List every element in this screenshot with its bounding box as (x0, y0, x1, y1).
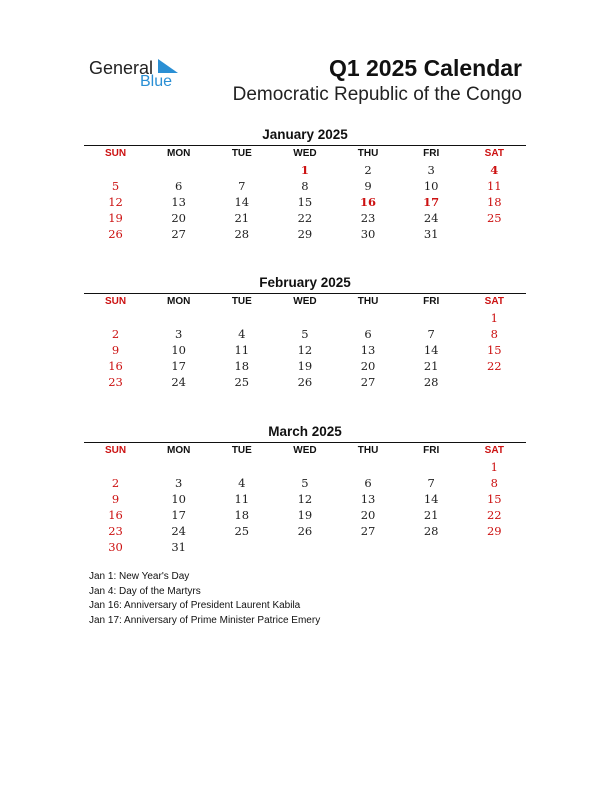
month-title: March 2025 (268, 424, 342, 439)
day-cell: 27 (360, 524, 376, 538)
weekday-label: THU (357, 445, 379, 456)
holiday-day-cell: 16 (360, 195, 377, 209)
weekday-header (84, 145, 526, 162)
day-cell: 21 (423, 359, 439, 373)
day-cell: 22 (486, 508, 502, 522)
day-cell: 19 (297, 359, 313, 373)
weekday-header (84, 442, 526, 459)
day-cell: 24 (171, 375, 186, 389)
day-cell: 5 (301, 327, 309, 341)
day-cell: 24 (171, 524, 186, 538)
day-cell: 14 (423, 343, 439, 357)
day-cell: 1 (490, 311, 498, 325)
weekday-label: THU (357, 296, 379, 307)
month-february (84, 274, 526, 390)
day-cell: 3 (427, 163, 435, 177)
brand-logo (89, 56, 189, 96)
day-cell: 21 (423, 508, 439, 522)
day-cell: 16 (108, 508, 123, 522)
day-cell: 10 (171, 492, 186, 506)
day-cell: 27 (171, 227, 186, 241)
weekday-label: TUE (231, 445, 252, 456)
day-cell: 28 (423, 524, 439, 538)
day-cell: 11 (234, 492, 250, 506)
day-cell: 18 (234, 359, 250, 373)
weekday-label: SUN (105, 148, 127, 159)
day-cell: 2 (364, 163, 372, 177)
holiday-day-cell: 1 (300, 163, 309, 177)
day-cell: 11 (486, 179, 502, 193)
holiday-list (89, 570, 320, 628)
day-cell: 12 (108, 195, 123, 209)
day-cell: 1 (490, 460, 498, 474)
holiday-item: Jan 16: Anniversary of President Laurent Kabila (89, 600, 301, 611)
empty-cell (273, 459, 336, 475)
empty-cell (210, 310, 273, 326)
day-cell: 17 (171, 359, 186, 373)
day-cell: 31 (171, 540, 186, 554)
holiday-item: Jan 4: Day of the Martyrs (89, 585, 201, 597)
weekday-label: FRI (423, 148, 440, 159)
weekday-label: FRI (423, 296, 440, 307)
day-cell: 31 (423, 227, 439, 241)
empty-cell (400, 310, 463, 326)
logo-text-general: General (89, 58, 154, 78)
day-cell: 24 (423, 211, 439, 225)
weekday-label: TUE (231, 296, 252, 307)
day-cell: 26 (108, 227, 123, 241)
day-cell: 15 (486, 492, 502, 506)
day-cell: 17 (171, 508, 186, 522)
day-cell: 12 (297, 343, 313, 357)
day-cell: 25 (234, 524, 250, 538)
day-cell: 26 (297, 375, 313, 389)
day-cell: 18 (234, 508, 250, 522)
day-cell: 5 (111, 179, 120, 193)
empty-cell (147, 310, 210, 326)
day-cell: 29 (486, 524, 502, 538)
day-cell: 20 (360, 508, 376, 522)
weekday-label: SAT (484, 445, 504, 456)
day-cell: 14 (234, 195, 250, 209)
logo-text-blue: Blue (140, 73, 173, 90)
month-january (84, 126, 526, 242)
day-cell: 27 (360, 375, 376, 389)
day-cell: 8 (301, 179, 309, 193)
day-cell: 25 (234, 375, 250, 389)
day-cell: 16 (108, 359, 123, 373)
day-cell: 28 (234, 227, 250, 241)
empty-cell (147, 459, 210, 475)
day-grid (84, 162, 526, 242)
day-cell: 22 (297, 211, 313, 225)
day-cell: 12 (297, 492, 313, 506)
day-cell: 9 (111, 492, 120, 506)
day-cell: 23 (108, 375, 123, 389)
empty-cell (210, 459, 273, 475)
day-grid (84, 459, 526, 555)
month-march (84, 423, 526, 555)
weekday-label: SAT (484, 148, 504, 159)
day-cell: 7 (427, 476, 435, 490)
day-cell: 21 (234, 211, 250, 225)
holiday-day-cell: 17 (423, 195, 440, 209)
day-cell: 30 (360, 227, 376, 241)
day-cell: 23 (360, 211, 376, 225)
day-cell: 4 (238, 476, 246, 490)
day-cell: 15 (297, 195, 313, 209)
day-grid (84, 310, 526, 390)
weekday-label: WED (293, 445, 317, 456)
day-cell: 6 (364, 327, 372, 341)
day-cell: 9 (111, 343, 120, 357)
page-title: Q1 2025 Calendar (328, 55, 522, 81)
empty-cell (210, 162, 273, 178)
day-cell: 10 (423, 179, 439, 193)
day-cell: 3 (175, 476, 183, 490)
weekday-header (84, 293, 526, 310)
day-cell: 23 (108, 524, 123, 538)
day-cell: 26 (297, 524, 313, 538)
day-cell: 29 (297, 227, 313, 241)
weekday-label: MON (167, 296, 191, 307)
weekday-label: MON (167, 148, 191, 159)
day-cell: 6 (364, 476, 372, 490)
empty-cell (337, 459, 400, 475)
holiday-item: Jan 1: New Year's Day (89, 571, 190, 582)
day-cell: 28 (423, 375, 439, 389)
empty-cell (147, 162, 210, 178)
day-cell: 4 (238, 327, 246, 341)
day-cell: 10 (171, 343, 186, 357)
day-cell: 18 (486, 195, 502, 209)
weekday-label: WED (293, 148, 317, 159)
month-title: January 2025 (262, 127, 348, 142)
weekday-label: SUN (105, 445, 127, 456)
day-cell: 11 (234, 343, 250, 357)
day-cell: 22 (486, 359, 502, 373)
day-cell: 3 (175, 327, 183, 341)
day-cell: 9 (364, 179, 372, 193)
empty-cell (84, 459, 147, 475)
day-cell: 5 (301, 476, 309, 490)
holiday-day-cell: 4 (490, 163, 499, 177)
flag-icon (158, 59, 178, 73)
day-cell: 20 (360, 359, 376, 373)
day-cell: 7 (427, 327, 435, 341)
weekday-label: WED (293, 296, 317, 307)
day-cell: 14 (423, 492, 439, 506)
day-cell: 13 (171, 195, 186, 209)
month-title: February 2025 (259, 275, 351, 290)
day-cell: 20 (171, 211, 186, 225)
day-cell: 2 (111, 327, 120, 341)
day-cell: 15 (486, 343, 502, 357)
empty-cell (337, 310, 400, 326)
day-cell: 30 (108, 540, 123, 554)
day-cell: 8 (490, 476, 498, 490)
weekday-label: SAT (484, 296, 504, 307)
day-cell: 13 (360, 343, 376, 357)
weekday-label: MON (167, 445, 191, 456)
day-cell: 6 (175, 179, 183, 193)
weekday-label: THU (357, 148, 379, 159)
page-subtitle: Democratic Republic of the Congo (232, 84, 522, 105)
day-cell: 13 (360, 492, 376, 506)
empty-cell (273, 310, 336, 326)
day-cell: 19 (108, 211, 123, 225)
weekday-label: TUE (231, 148, 252, 159)
day-cell: 2 (111, 476, 120, 490)
day-cell: 19 (297, 508, 313, 522)
empty-cell (400, 459, 463, 475)
weekday-label: FRI (423, 445, 440, 456)
day-cell: 7 (238, 179, 246, 193)
empty-cell (84, 310, 147, 326)
holiday-item: Jan 17: Anniversary of Prime Minister Patrice Emery (89, 614, 321, 626)
day-cell: 8 (490, 327, 498, 341)
empty-cell (84, 162, 147, 178)
day-cell: 25 (486, 211, 502, 225)
weekday-label: SUN (105, 296, 127, 307)
